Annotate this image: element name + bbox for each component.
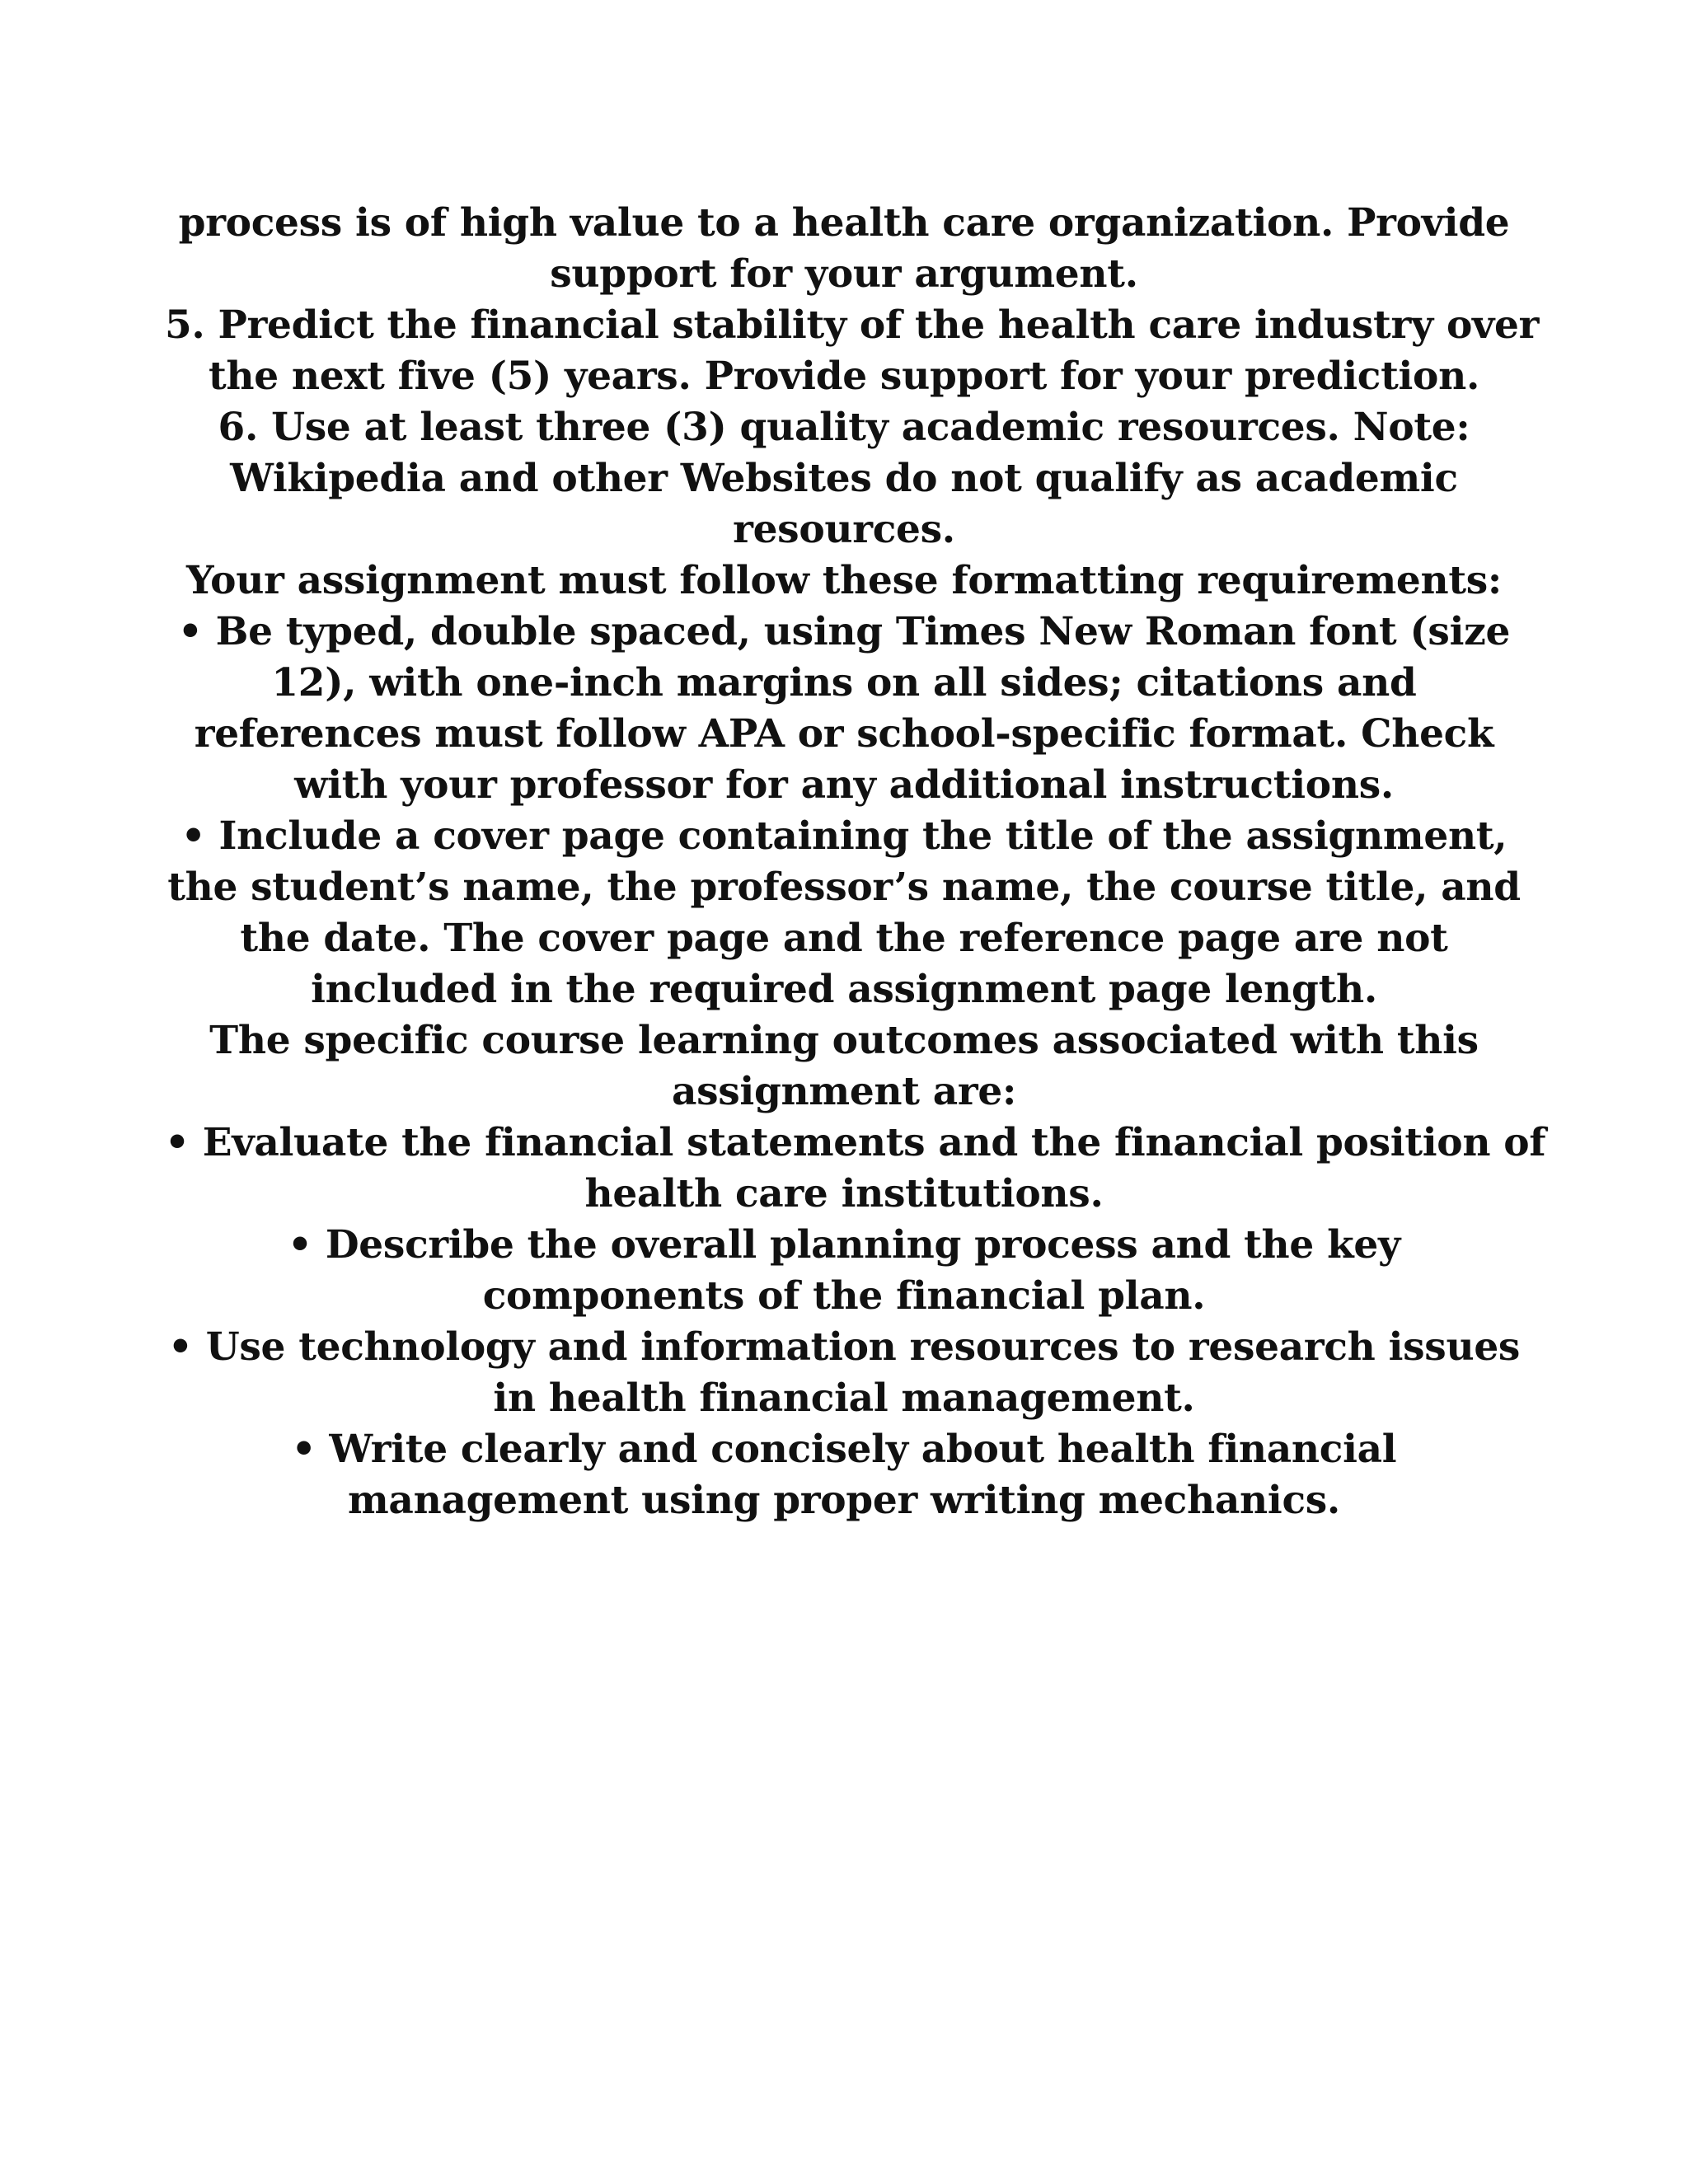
text-line: the student’s name, the professor’s name, the course title, and bbox=[167, 865, 1521, 910]
bullet-line: • Use technology and information resources to research issues bbox=[167, 1324, 1521, 1370]
document-body bbox=[165, 198, 1546, 1526]
text-line: 5. Predict the financial stability of the health care industry over bbox=[165, 302, 1540, 348]
bullet-line: • Write clearly and concisely about health financial bbox=[291, 1427, 1397, 1472]
text-line: references must follow APA or school-specific format. Check bbox=[194, 711, 1494, 757]
text-line: the next five (5) years. Provide support for your prediction. bbox=[208, 354, 1480, 399]
text-line: 6. Use at least three (3) quality academic resources. Note: bbox=[218, 405, 1470, 450]
text-line: in health financial management. bbox=[493, 1376, 1195, 1421]
text-line: The specific course learning outcomes associated with this bbox=[209, 1018, 1479, 1063]
text-line: process is of high value to a health care organization. Provide bbox=[178, 200, 1510, 246]
bullet-line: • Include a cover page containing the title of the assignment, bbox=[181, 813, 1507, 859]
text-line: components of the financial plan. bbox=[482, 1273, 1206, 1319]
text-line: included in the required assignment page length. bbox=[311, 967, 1377, 1012]
bullet-line: • Describe the overall planning process and the key bbox=[288, 1222, 1400, 1268]
bullet-line: • Be typed, double spaced, using Times New Roman font (size bbox=[177, 609, 1511, 654]
bullet-line: • Evaluate the financial statements and the financial position of bbox=[165, 1120, 1546, 1165]
text-line: with your professor for any additional instructions. bbox=[294, 762, 1394, 808]
text-line: Your assignment must follow these formatting requirements: bbox=[186, 558, 1502, 603]
text-line: resources. bbox=[733, 507, 955, 552]
text-line: management using proper writing mechanics. bbox=[348, 1478, 1340, 1523]
text-line: Wikipedia and other Websites do not qualify as academic bbox=[230, 456, 1458, 501]
text-line: the date. The cover page and the reference page are not bbox=[240, 916, 1448, 961]
text-line: assignment are: bbox=[671, 1069, 1017, 1114]
text-line: 12), with one-inch margins on all sides; citations and bbox=[271, 660, 1417, 705]
text-line: health care institutions. bbox=[584, 1171, 1104, 1216]
text-line: support for your argument. bbox=[550, 251, 1138, 297]
